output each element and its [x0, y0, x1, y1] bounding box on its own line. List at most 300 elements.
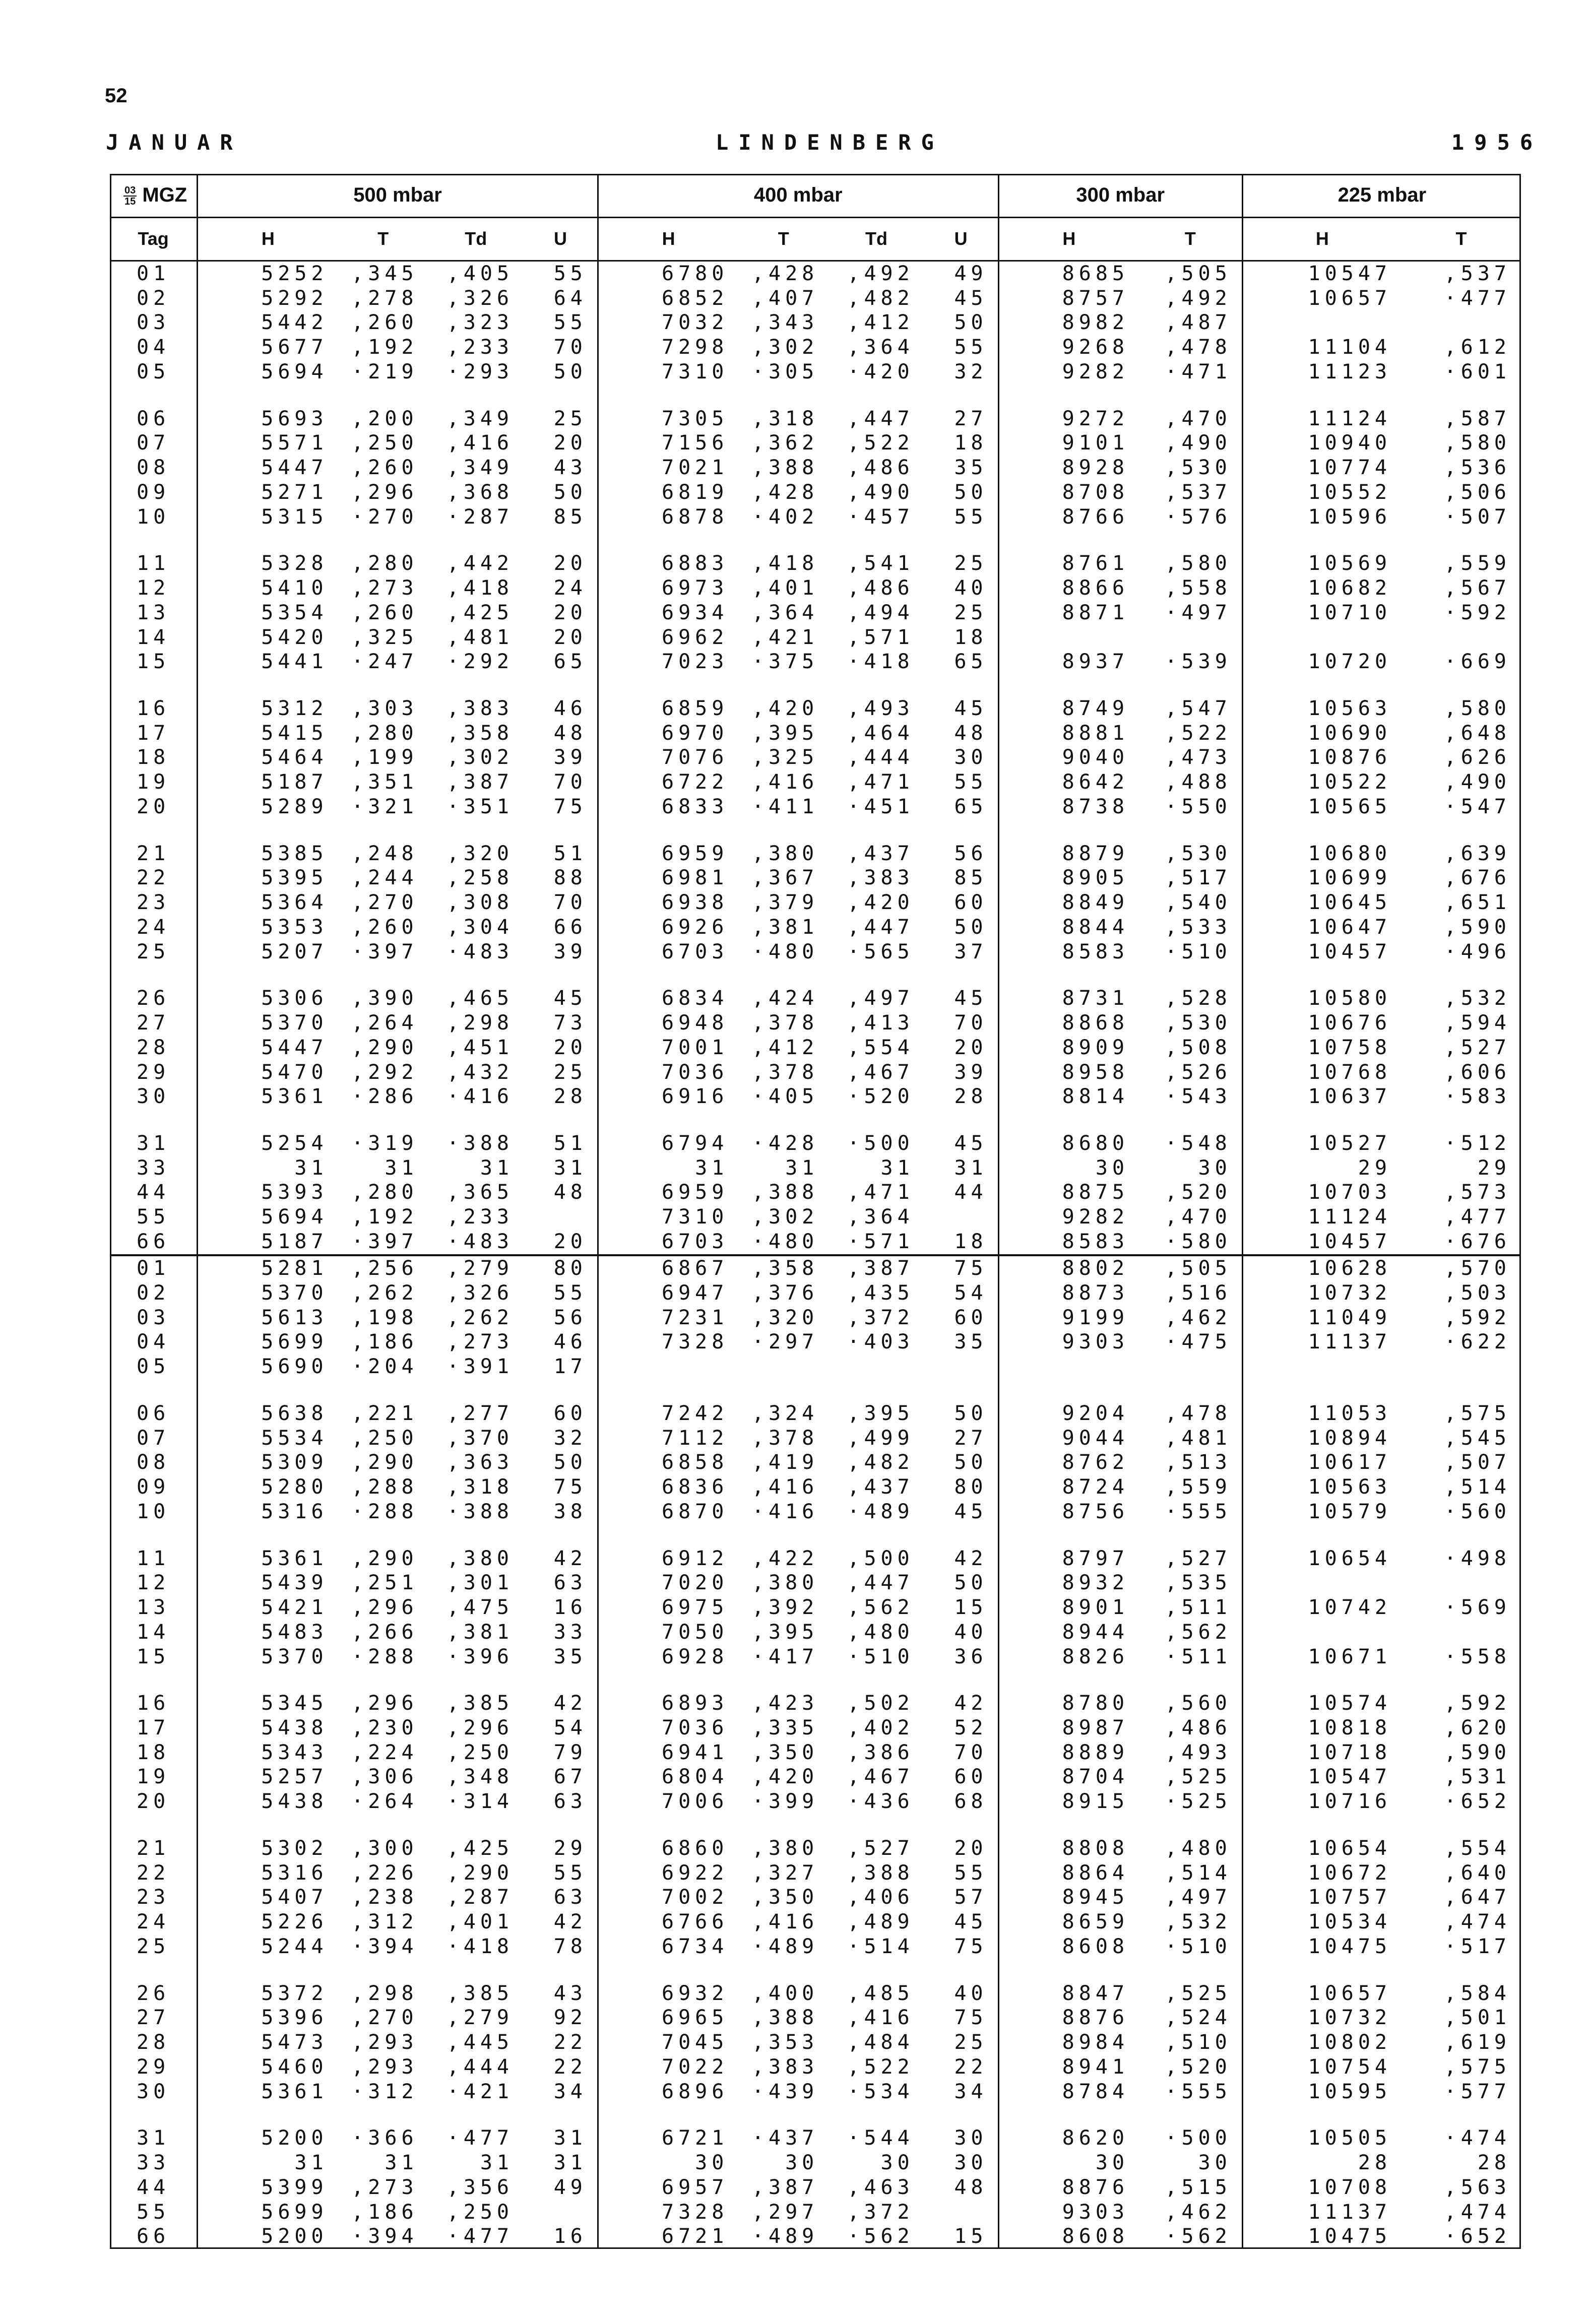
- value-cell: ,490: [847, 480, 914, 504]
- value-cell: ,499: [847, 1426, 914, 1450]
- spacer-cell: [598, 1959, 738, 1981]
- spacer-cell: [1401, 1814, 1521, 1836]
- value-cell: ,350: [751, 1886, 819, 1909]
- value-cell: [998, 625, 1139, 650]
- value-cell: 43: [553, 456, 587, 480]
- value-cell: 8871: [998, 600, 1139, 625]
- value-cell: 32: [954, 360, 988, 383]
- value-cell: ,590: [1444, 915, 1511, 939]
- group-spacer: [110, 384, 1521, 406]
- value-cell: 8876: [998, 2006, 1139, 2030]
- value-cell: 5316: [198, 1500, 338, 1524]
- value-cell: ,279: [447, 2006, 514, 2030]
- value-cell: 5693: [198, 406, 338, 431]
- spacer-cell: [338, 819, 428, 841]
- table-row: [110, 1281, 1521, 1306]
- value-cell: ,451: [447, 1036, 514, 1059]
- group-spacer: [110, 529, 1521, 551]
- value-cell: ,573: [1444, 1181, 1511, 1204]
- value-cell: ,221: [351, 1401, 418, 1425]
- value-cell: ,527: [1165, 1546, 1232, 1570]
- value-cell: 10940: [1242, 431, 1401, 456]
- value-cell: ,418: [751, 552, 819, 575]
- value-cell: 50: [954, 915, 988, 939]
- day-cell: 20: [137, 1790, 170, 1814]
- value-cell: [1242, 310, 1401, 335]
- value-cell: 7050: [598, 1620, 738, 1644]
- day-cell: 20: [137, 795, 170, 818]
- value-cell: 9282: [998, 360, 1139, 384]
- value-cell: ,560: [1165, 1692, 1232, 1715]
- value-cell: 79: [553, 1740, 587, 1764]
- value-cell: 54: [954, 1281, 988, 1305]
- day-cell: 14: [137, 625, 170, 649]
- value-cell: ·411: [751, 795, 819, 818]
- value-cell: 10579: [1242, 1500, 1401, 1524]
- value-cell: ,489: [847, 1910, 914, 1934]
- value-cell: ,287: [447, 1886, 514, 1909]
- value-cell: ,349: [447, 407, 514, 430]
- value-cell: ,492: [847, 262, 914, 285]
- value-cell: ,470: [1165, 407, 1232, 430]
- value-cell: ·489: [847, 1500, 914, 1523]
- value-cell: 9303: [998, 1330, 1139, 1354]
- value-cell: 51: [553, 1131, 587, 1155]
- day-cell: 29: [137, 1060, 170, 1084]
- value-cell: ,250: [351, 1426, 418, 1450]
- spacer-cell: [1242, 1959, 1401, 1981]
- spacer-cell: [1242, 1379, 1401, 1401]
- value-cell: 39: [553, 746, 587, 769]
- value-cell: ,362: [751, 431, 819, 455]
- value-cell: 8879: [998, 841, 1139, 866]
- value-cell: ,540: [1165, 891, 1232, 915]
- value-cell: ,385: [447, 1692, 514, 1715]
- value-cell: ,567: [1444, 576, 1511, 600]
- spacer-cell: [338, 674, 428, 696]
- value-cell: 31: [553, 2126, 587, 2150]
- value-cell: 5309: [198, 1450, 338, 1475]
- table-row: [110, 866, 1521, 890]
- value-cell: ,486: [847, 576, 914, 600]
- value-cell: ,545: [1444, 1426, 1511, 1450]
- value-cell: 9044: [998, 1426, 1139, 1450]
- value-cell: 25: [553, 407, 587, 430]
- table-row: [110, 745, 1521, 770]
- value-cell: ,296: [351, 1692, 418, 1715]
- table-row: [110, 1765, 1521, 1789]
- value-cell: 8847: [998, 1981, 1139, 2006]
- station-title: LINDENBERG: [716, 130, 944, 155]
- value-cell: ,244: [351, 866, 418, 890]
- value-cell: 20: [553, 601, 587, 624]
- spacer-cell: [738, 1379, 828, 1401]
- value-cell: 5315: [198, 504, 338, 529]
- value-cell: ,376: [751, 1281, 819, 1305]
- spacer-cell: [428, 819, 524, 841]
- value-cell: 8987: [998, 1716, 1139, 1740]
- value-cell: 5200: [198, 2224, 338, 2249]
- value-cell: 8875: [998, 1180, 1139, 1205]
- value-cell: [1139, 625, 1242, 650]
- value-cell: 5483: [198, 1620, 338, 1644]
- value-cell: ·510: [1165, 940, 1232, 963]
- value-cell: ,505: [1165, 262, 1232, 285]
- value-cell: 5694: [198, 1205, 338, 1230]
- value-cell: 6970: [598, 721, 738, 745]
- value-cell: 8868: [998, 1011, 1139, 1036]
- spacer-cell: [524, 529, 598, 551]
- value-cell: 5354: [198, 600, 338, 625]
- day-cell: 33: [137, 2151, 170, 2175]
- value-cell: ,251: [351, 1571, 418, 1595]
- value-cell: ,392: [751, 1596, 819, 1620]
- spacer-cell: [524, 674, 598, 696]
- value-cell: 6912: [598, 1546, 738, 1571]
- value-cell: 56: [553, 1306, 587, 1329]
- spacer-cell: [924, 1669, 998, 1691]
- value-cell: 44: [954, 1181, 988, 1204]
- spacer-cell: [738, 1669, 828, 1691]
- value-cell: 63: [553, 1886, 587, 1909]
- value-cell: 5470: [198, 1060, 338, 1084]
- value-cell: 85: [954, 866, 988, 890]
- value-cell: ·500: [847, 1131, 914, 1155]
- value-cell: 9303: [998, 2200, 1139, 2224]
- value-cell: ,416: [447, 431, 514, 455]
- spacer-cell: [1401, 1669, 1521, 1691]
- value-cell: ,467: [847, 1060, 914, 1084]
- value-cell: 10547: [1242, 1765, 1401, 1789]
- spacer-cell: [828, 1669, 924, 1691]
- spacer-cell: [924, 1814, 998, 1836]
- value-cell: ,380: [447, 1546, 514, 1570]
- value-cell: ·321: [351, 795, 418, 818]
- day-cell: 02: [137, 286, 170, 310]
- spacer-cell: [110, 2104, 198, 2126]
- spacer-cell: [338, 529, 428, 551]
- value-cell: 39: [553, 940, 587, 963]
- value-cell: 8620: [998, 2126, 1139, 2151]
- value-cell: 8762: [998, 1450, 1139, 1475]
- value-cell: 10690: [1242, 721, 1401, 745]
- value-cell: ·388: [447, 1500, 514, 1523]
- spacer-cell: [738, 1524, 828, 1546]
- value-cell: 5372: [198, 1981, 338, 2006]
- value-cell: ,536: [1444, 456, 1511, 480]
- value-cell: 8849: [998, 890, 1139, 915]
- day-cell: 13: [137, 601, 170, 624]
- spacer-cell: [1139, 964, 1242, 986]
- value-cell: ,442: [447, 552, 514, 575]
- spacer-cell: [1401, 1109, 1521, 1131]
- value-cell: ,482: [847, 286, 914, 310]
- value-cell: 55: [553, 262, 587, 285]
- value-cell: 37: [954, 940, 988, 963]
- value-cell: ,258: [447, 866, 514, 890]
- value-cell: ·511: [1165, 1645, 1232, 1668]
- value-cell: ,345: [351, 262, 418, 285]
- spacer-cell: [1242, 2104, 1401, 2126]
- value-cell: 45: [954, 1131, 988, 1155]
- value-cell: ,386: [847, 1740, 914, 1764]
- value-cell: 10703: [1242, 1180, 1401, 1205]
- value-cell: ,592: [1444, 1306, 1511, 1329]
- value-cell: 6941: [598, 1740, 738, 1765]
- value-cell: 45: [553, 987, 587, 1010]
- value-cell: 10699: [1242, 866, 1401, 890]
- value-cell: ·314: [447, 1790, 514, 1814]
- value-cell: 10654: [1242, 1546, 1401, 1571]
- value-cell: 8704: [998, 1765, 1139, 1789]
- spacer-cell: [524, 819, 598, 841]
- value-cell: ·510: [847, 1645, 914, 1668]
- day-cell: 22: [137, 866, 170, 890]
- value-cell: 29: [553, 1836, 587, 1860]
- value-cell: ,406: [847, 1886, 914, 1909]
- value-cell: 8685: [998, 261, 1139, 286]
- day-cell: 07: [137, 1426, 170, 1450]
- table-row: [110, 1981, 1521, 2006]
- value-cell: ·676: [1444, 1230, 1511, 1254]
- column-header-u: U: [924, 217, 998, 261]
- value-cell: ,462: [1165, 1306, 1232, 1329]
- column-header-tag: Tag: [110, 217, 198, 261]
- value-cell: 5694: [198, 360, 338, 384]
- value-cell: ·550: [1165, 795, 1232, 818]
- value-cell: 7156: [598, 431, 738, 456]
- value-cell: 5699: [198, 2200, 338, 2224]
- value-cell: ·475: [1165, 1330, 1232, 1354]
- table-row: [110, 1131, 1521, 1156]
- value-cell: ,500: [847, 1546, 914, 1570]
- value-cell: 6834: [598, 986, 738, 1011]
- value-cell: ,428: [751, 480, 819, 504]
- day-cell: 10: [137, 1500, 170, 1523]
- value-cell: 27: [954, 407, 988, 430]
- value-cell: 10732: [1242, 1281, 1401, 1306]
- value-cell: ·558: [1444, 1645, 1511, 1668]
- day-cell: 24: [137, 915, 170, 939]
- spacer-cell: [998, 964, 1139, 986]
- value-cell: [1401, 1571, 1521, 1595]
- value-cell: 42: [553, 1546, 587, 1570]
- value-cell: ,186: [351, 2200, 418, 2224]
- value-cell: ,487: [1165, 311, 1232, 335]
- value-cell: ,619: [1444, 2031, 1511, 2054]
- value-cell: ,506: [1444, 480, 1511, 504]
- value-cell: 11137: [1242, 2200, 1401, 2224]
- value-cell: ,372: [847, 2200, 914, 2224]
- value-cell: 8680: [998, 1131, 1139, 1156]
- value-cell: ,503: [1444, 1281, 1511, 1305]
- table-row: [110, 2030, 1521, 2055]
- table-row: [110, 1180, 1521, 1205]
- value-cell: ,280: [351, 552, 418, 575]
- day-cell: 12: [137, 1571, 170, 1595]
- value-cell: ,368: [447, 480, 514, 504]
- value-cell: 40: [954, 1620, 988, 1644]
- data-table: [110, 174, 1521, 2249]
- spacer-cell: [1242, 819, 1401, 841]
- spacer-cell: [524, 1524, 598, 1546]
- value-cell: 30: [1198, 1156, 1232, 1180]
- day-cell: 01: [137, 262, 170, 285]
- value-cell: ·399: [751, 1790, 819, 1814]
- value-cell: 10569: [1242, 551, 1401, 576]
- value-cell: ,425: [447, 1836, 514, 1860]
- value-cell: 60: [954, 891, 988, 915]
- value-cell: 18: [954, 1230, 988, 1254]
- day-cell: 27: [137, 1011, 170, 1035]
- value-cell: ,477: [1444, 1205, 1511, 1229]
- table-row: [110, 1354, 1521, 1379]
- value-cell: ,278: [351, 286, 418, 310]
- value-cell: ·480: [751, 940, 819, 963]
- spacer-cell: [428, 1814, 524, 1836]
- value-cell: ·416: [447, 1085, 514, 1109]
- value-cell: ,363: [447, 1451, 514, 1474]
- spacer-cell: [738, 1814, 828, 1836]
- value-cell: ,198: [351, 1306, 418, 1329]
- value-cell: 11123: [1242, 360, 1401, 384]
- value-cell: 11124: [1242, 406, 1401, 431]
- value-cell: ,364: [847, 336, 914, 359]
- spacer-cell: [338, 1109, 428, 1131]
- value-cell: 70: [954, 1011, 988, 1035]
- group-spacer: [110, 1109, 1521, 1131]
- value-cell: ·489: [751, 1934, 819, 1958]
- value-cell: 10758: [1242, 1035, 1401, 1060]
- spacer-cell: [1139, 2104, 1242, 2126]
- value-cell: ,532: [1165, 1910, 1232, 1934]
- value-cell: ,497: [1165, 1886, 1232, 1909]
- value-cell: 56: [954, 842, 988, 865]
- value-cell: 8642: [998, 770, 1139, 795]
- table-row: [110, 480, 1521, 504]
- value-cell: ,508: [1165, 1036, 1232, 1059]
- value-cell: 7021: [598, 456, 738, 480]
- value-cell: ,420: [847, 891, 914, 915]
- value-cell: 8944: [998, 1620, 1139, 1644]
- value-cell: 8826: [998, 1644, 1139, 1669]
- spacer-cell: [598, 1109, 738, 1131]
- value-cell: ,435: [847, 1281, 914, 1305]
- value-cell: ,387: [828, 1255, 924, 1281]
- value-cell: ,348: [447, 1765, 514, 1789]
- value-cell: 30: [998, 1155, 1139, 1180]
- value-cell: ,511: [1165, 1596, 1232, 1620]
- value-cell: 31: [385, 1156, 418, 1180]
- value-cell: ·397: [351, 1230, 418, 1254]
- value-cell: ,335: [751, 1716, 819, 1740]
- value-cell: 16: [553, 1596, 587, 1620]
- value-cell: 25: [553, 1060, 587, 1084]
- value-cell: 27: [954, 1426, 988, 1450]
- spacer-cell: [828, 1814, 924, 1836]
- value-cell: 8731: [998, 986, 1139, 1011]
- value-cell: 10742: [1242, 1595, 1401, 1620]
- day-cell: 15: [137, 650, 170, 674]
- day-cell: 18: [137, 1740, 170, 1764]
- value-cell: ·319: [351, 1131, 418, 1155]
- table-row: [110, 1084, 1521, 1109]
- table-row: [110, 1305, 1521, 1330]
- value-cell: 7328: [598, 1330, 738, 1354]
- value-cell: ,280: [351, 1181, 418, 1204]
- value-cell: ,320: [751, 1306, 819, 1329]
- value-cell: ·418: [447, 1934, 514, 1958]
- day-cell: 06: [137, 1401, 170, 1425]
- value-cell: 67: [553, 1765, 587, 1789]
- time-zone-label: MGZ: [142, 183, 187, 206]
- value-cell: [524, 1205, 598, 1230]
- value-cell: 8901: [998, 1595, 1139, 1620]
- table-row: [110, 1255, 1521, 1281]
- table-row: [110, 1885, 1521, 1910]
- spacer-cell: [110, 1379, 198, 1401]
- value-cell: 6703: [598, 1230, 738, 1255]
- value-cell: 5638: [198, 1401, 338, 1426]
- value-cell: 50: [954, 311, 988, 335]
- spacer-cell: [998, 529, 1139, 551]
- value-cell: 10637: [1242, 1084, 1401, 1109]
- value-cell: ,510: [1165, 2031, 1232, 2054]
- value-cell: ,298: [447, 1011, 514, 1035]
- value-cell: [1242, 1571, 1401, 1595]
- spacer-cell: [924, 2104, 998, 2126]
- value-cell: ·391: [447, 1355, 514, 1379]
- value-cell: 8583: [998, 1230, 1139, 1255]
- value-cell: ·297: [751, 1330, 819, 1354]
- value-cell: 8724: [998, 1475, 1139, 1500]
- value-cell: ,481: [1165, 1426, 1232, 1450]
- value-cell: 31: [785, 1156, 819, 1180]
- spacer-cell: [1139, 1814, 1242, 1836]
- value-cell: 6883: [598, 551, 738, 576]
- table-row: [110, 1789, 1521, 1814]
- value-cell: ,405: [447, 262, 514, 285]
- value-cell: ,250: [447, 1740, 514, 1764]
- value-cell: ,192: [351, 1205, 418, 1229]
- value-cell: ·562: [847, 2225, 914, 2248]
- value-cell: ,327: [751, 1861, 819, 1885]
- value-cell: ,647: [1444, 1886, 1511, 1909]
- table-row: [110, 2126, 1521, 2151]
- spacer-cell: [198, 1814, 338, 1836]
- day-cell: 27: [137, 2006, 170, 2030]
- spacer-cell: [598, 964, 738, 986]
- value-cell: 5361: [198, 1546, 338, 1571]
- day-cell: 23: [137, 1886, 170, 1909]
- value-cell: [738, 1354, 828, 1379]
- value-cell: ,537: [1444, 262, 1511, 285]
- value-cell: 6932: [598, 1981, 738, 2006]
- value-cell: 48: [553, 721, 587, 745]
- day-cell: 08: [137, 456, 170, 480]
- value-cell: 45: [954, 286, 988, 310]
- value-cell: 10708: [1242, 2175, 1401, 2200]
- value-cell: 5187: [198, 770, 338, 795]
- spacer-cell: [598, 2104, 738, 2126]
- table-row: [110, 576, 1521, 601]
- value-cell: 60: [954, 1765, 988, 1789]
- value-cell: ,467: [847, 1765, 914, 1789]
- value-cell: 7310: [598, 1205, 738, 1230]
- spacer-cell: [738, 2104, 828, 2126]
- day-cell: 25: [137, 940, 170, 963]
- value-cell: 8780: [998, 1691, 1139, 1716]
